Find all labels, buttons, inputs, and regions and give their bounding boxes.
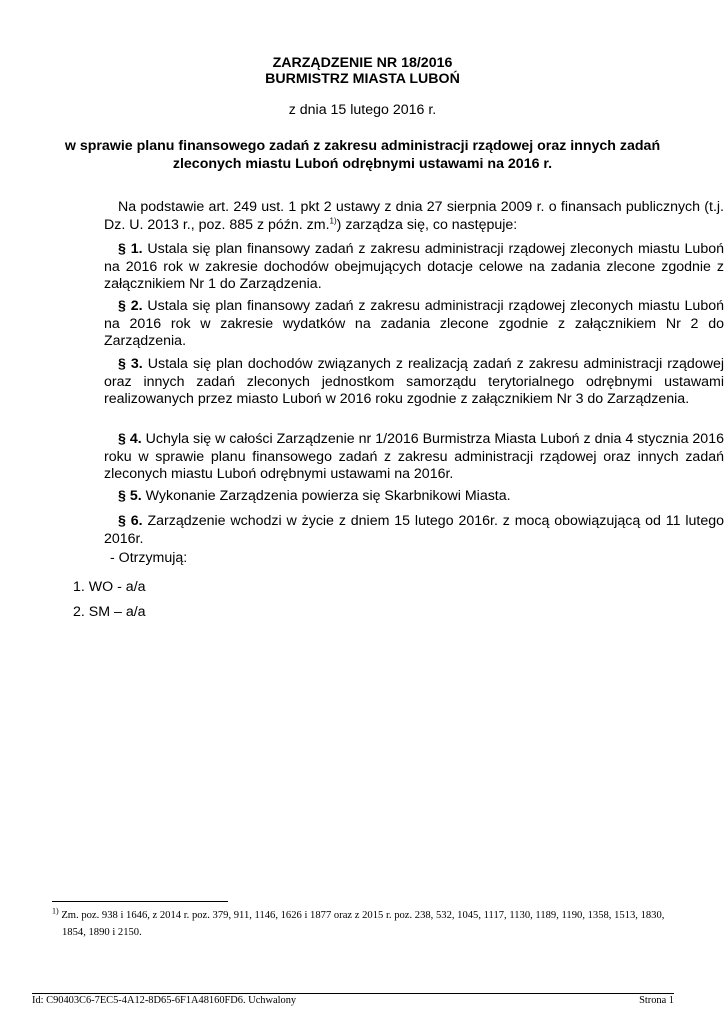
paragraph-1 [104, 241, 724, 294]
paragraph-label: § 5. [118, 488, 142, 504]
paragraph-3 [104, 356, 724, 409]
footnote-ref: 1) [329, 215, 337, 225]
document-subject: w sprawie planu finansowego zadań z zakresu administracji rządowej oraz innych zadań zleconych miastu Luboń odrębnymi ustawami na 2016 r. [64, 138, 661, 172]
footnote [52, 907, 684, 941]
paragraph-label: § 3. [118, 356, 143, 372]
paragraph-label: § 4. [118, 431, 142, 447]
footer-separator [32, 993, 674, 994]
paragraph-label: § 2. [118, 298, 143, 314]
paragraph-2 [104, 298, 724, 351]
recipient-item: 1. WO - a/a [73, 579, 146, 595]
paragraph-label: § 6. [118, 513, 143, 529]
paragraph-text: Uchyla się w całości Zarządzenie nr 1/2016 Burmistrza Miasta Luboń z dnia 4 stycznia 2016 roku w sprawie planu finansowego zadań z zakresu administracji rządowej oraz innych zadań zleconych miastu Luboń odrębnymi ustawami na 2016r. [104, 431, 724, 482]
paragraph-text: Ustala się plan finansowy zadań z zakresu administracji rządowej zleconych miastu Luboń na 2016 rok w zakresie dochodów obejmujących dotacje celowe na zadania zlecone zgodnie z załącznikiem Nr 1 do Zarządzenia. [104, 241, 724, 292]
document-date: z dnia 15 lutego 2016 r. [288, 102, 437, 118]
footnote-mark: 1) [52, 906, 59, 916]
paragraph-label: § 1. [118, 241, 143, 257]
preamble-text-after: ) zarządza się, co następuje: [336, 216, 518, 233]
recipients-heading: - Otrzymują: [110, 550, 188, 566]
footnote-separator [52, 901, 228, 902]
paragraph-text: Ustala się plan dochodów związanych z realizacją zadań z zakresu administracji rządowej oraz innych zadań zleconych jednostkom samorządu terytorialnego odrębnymi ustawami realizowanych przez miasto Luboń w 2016 roku zgodnie z załącznikiem Nr 3 do Zarządzenia. [104, 356, 725, 407]
recipient-item: 2. SM – a/a [73, 604, 146, 620]
document-id: Id: C90403C6-7EC5-4A12-8D65-6F1A48160FD6. Uchwalony [32, 995, 297, 1006]
issuer-title: BURMISTRZ MIASTA LUBOŃ [265, 71, 460, 87]
preamble [104, 199, 724, 234]
paragraph-text: Ustala się plan finansowy zadań z zakresu administracji rządowej zleconych miastu Luboń na 2016 rok w zakresie wydatków na zadania zlecone zgodnie z załącznikiem Nr 2 do Zarządzenia. [104, 298, 724, 349]
paragraph-6 [104, 513, 724, 548]
paragraph-text: Zarządzenie wchodzi w życie z dniem 15 lutego 2016r. z mocą obowiązującą od 11 lutego 2016r. [104, 513, 724, 547]
page-number: Strona 1 [639, 995, 674, 1006]
preamble-text-before: Na podstawie art. 249 ust. 1 pkt 2 ustawy z dnia 27 sierpnia 2009 r. o finansach publicznych (t.j. Dz. U. 2013 r., poz. 885 z późn. zm. [104, 199, 724, 233]
paragraph-5 [104, 488, 724, 506]
footnote-text: Zm. poz. 938 i 1646, z 2014 r. poz. 379, 911, 1146, 1626 i 1877 oraz z 2015 r. poz. 238, 532, 1045, 1117, 1130, 1189, 1190, 1358, 1513, 1830, 1854, 1890 i 2150. [58, 910, 665, 938]
paragraph-text: Wykonanie Zarządzenia powierza się Skarbnikowi Miasta. [141, 488, 511, 504]
paragraph-4 [104, 431, 724, 484]
document-title: ZARZĄDZENIE NR 18/2016 [272, 55, 453, 71]
